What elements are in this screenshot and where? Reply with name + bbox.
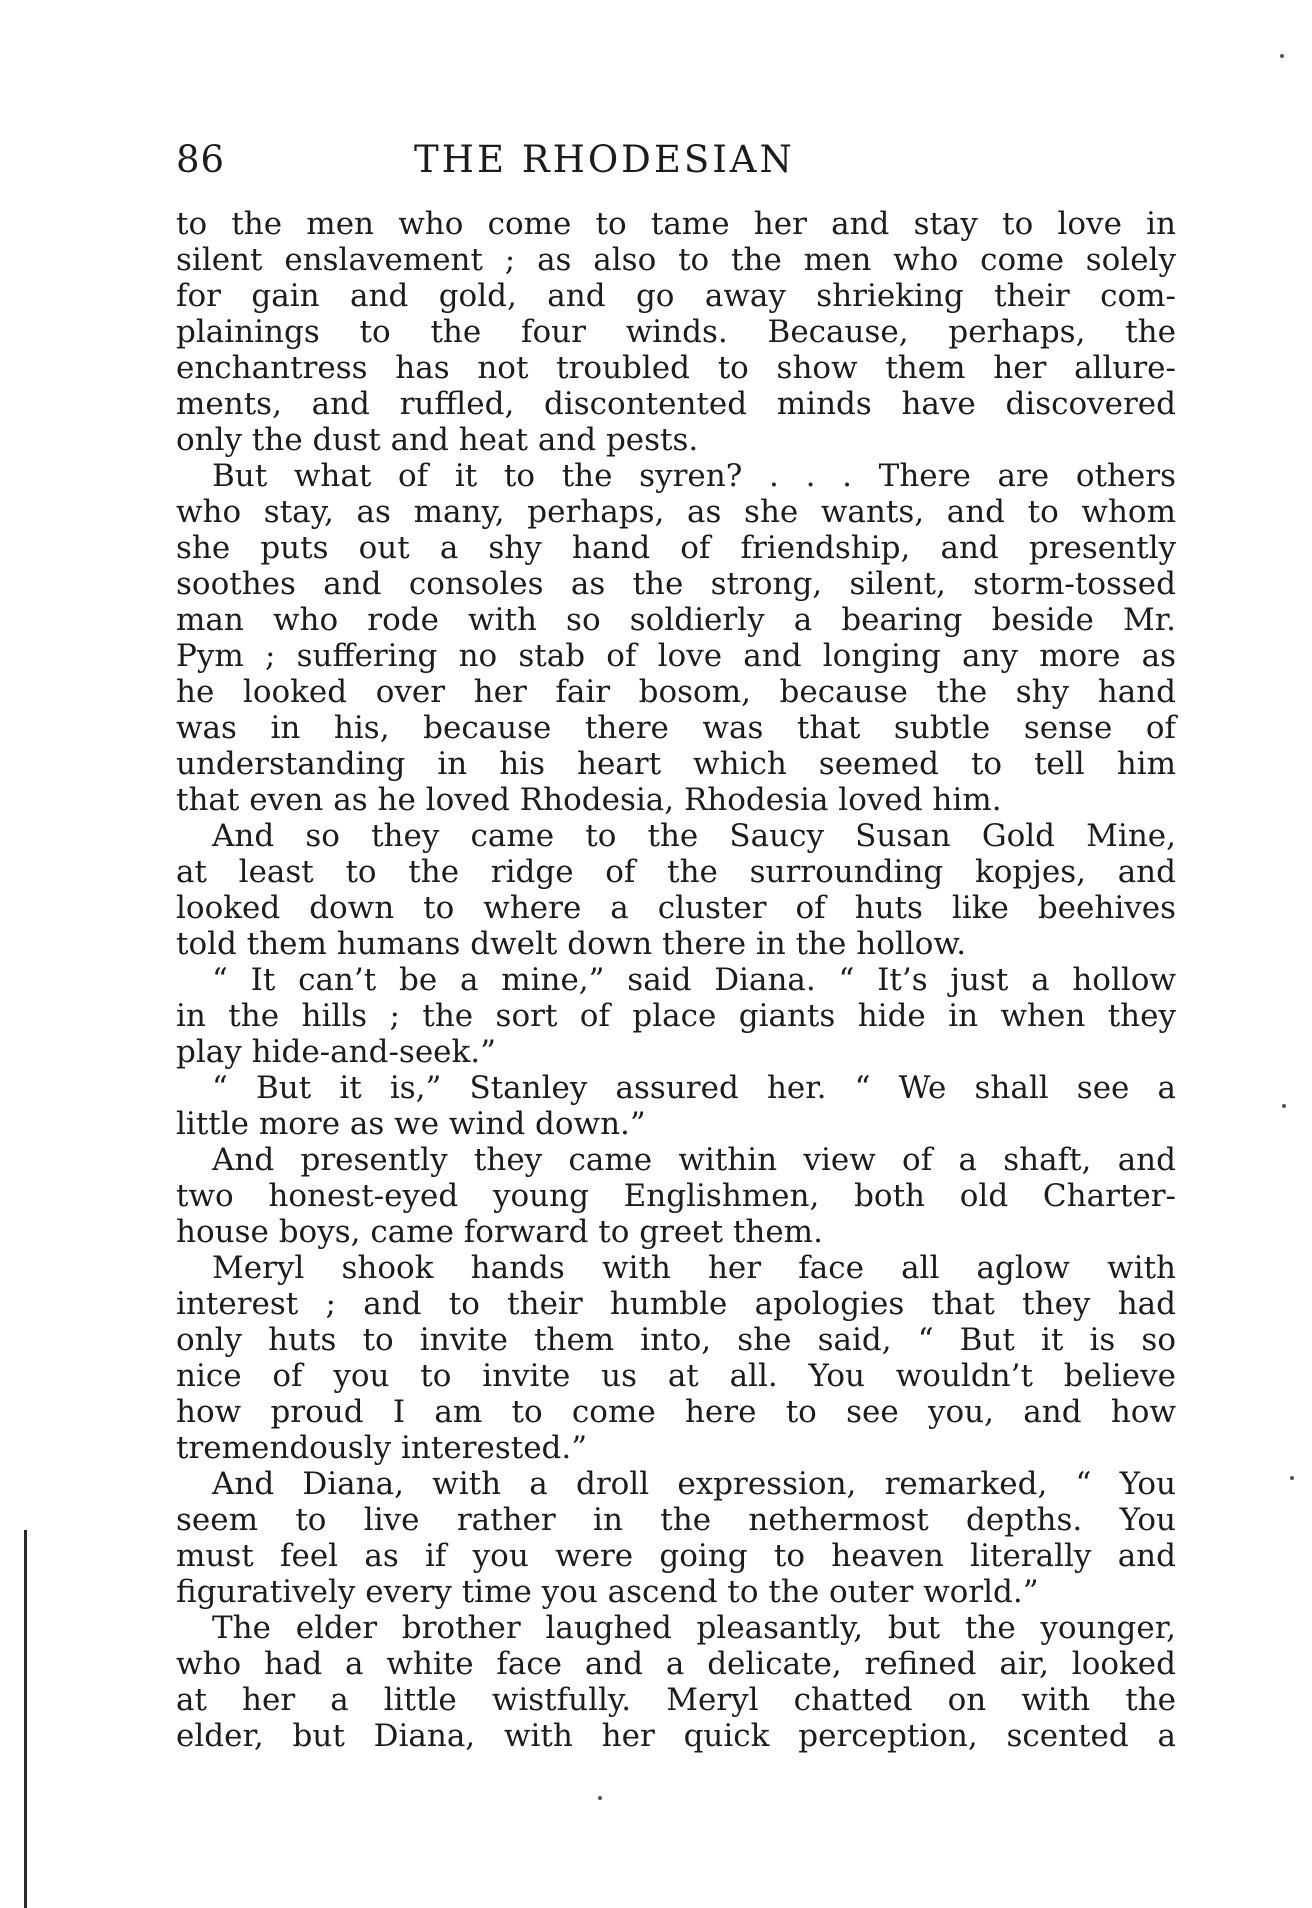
text-line: play hide-and-seek.”	[176, 1034, 497, 1070]
text-line: for gain and gold, and go away shrieking their com-	[176, 278, 1176, 314]
scan-speck	[598, 1796, 602, 1800]
text-line: ments, and ruffled, discontented minds have discovered	[176, 386, 1176, 422]
text-line: was in his, because there was that subtle sense of	[176, 710, 1176, 746]
paragraph-start-line: “ But it is,” Stanley assured her. “ We shall see a	[212, 1070, 1176, 1106]
text-line: man who rode with so soldierly a bearing beside Mr.	[176, 602, 1176, 638]
binding-edge	[24, 1530, 27, 1908]
scan-speck	[1290, 1476, 1294, 1480]
paragraph-start-line: And presently they came within view of a shaft, and	[212, 1142, 1176, 1178]
text-line: who had a white face and a delicate, refined air, looked	[176, 1646, 1176, 1682]
text-line: silent enslavement ; as also to the men who come solely	[176, 242, 1176, 278]
text-line: plainings to the four winds. Because, perhaps, the	[176, 314, 1176, 350]
page-number: 86	[176, 138, 226, 181]
text-line: in the hills ; the sort of place giants hide in when they	[176, 998, 1176, 1034]
text-line: at her a little wistfully. Meryl chatted on with the	[176, 1682, 1176, 1718]
text-line: must feel as if you were going to heaven literally and	[176, 1538, 1176, 1574]
text-line: enchantress has not troubled to show them her allure-	[176, 350, 1176, 386]
text-line: tremendously interested.”	[176, 1430, 588, 1466]
scan-speck	[1280, 54, 1284, 58]
text-line: she puts out a shy hand of friendship, and presently	[176, 530, 1176, 566]
running-title: THE RHODESIAN	[414, 138, 795, 181]
paragraph-start-line: And so they came to the Saucy Susan Gold Mine,	[212, 818, 1176, 854]
paragraph-start-line: And Diana, with a droll expression, remarked, “ You	[212, 1466, 1176, 1502]
paragraph-start-line: The elder brother laughed pleasantly, but the younger,	[212, 1610, 1176, 1646]
text-line: only the dust and heat and pests.	[176, 422, 699, 458]
text-line: told them humans dwelt down there in the hollow.	[176, 926, 967, 962]
body-text	[176, 206, 1176, 1754]
paragraph-start-line: “ It can’t be a mine,” said Diana. “ It’s just a hollow	[212, 962, 1176, 998]
text-line: looked down to where a cluster of huts like beehives	[176, 890, 1176, 926]
scan-speck	[1282, 1104, 1286, 1108]
text-line: soothes and consoles as the strong, silent, storm-tossed	[176, 566, 1176, 602]
text-line: only huts to invite them into, she said, “ But it is so	[176, 1322, 1176, 1358]
text-line: little more as we wind down.”	[176, 1106, 646, 1142]
text-line: Pym ; suffering no stab of love and longing any more as	[176, 638, 1176, 674]
text-line: house boys, came forward to greet them.	[176, 1214, 823, 1250]
text-line: to the men who come to tame her and stay to love in	[176, 206, 1176, 242]
text-line: seem to live rather in the nethermost depths. You	[176, 1502, 1176, 1538]
text-line: interest ; and to their humble apologies that they had	[176, 1286, 1176, 1322]
text-line: elder, but Diana, with her quick perception, scented a	[176, 1718, 1176, 1754]
text-line: how proud I am to come here to see you, and how	[176, 1394, 1176, 1430]
text-line: understanding in his heart which seemed to tell him	[176, 746, 1176, 782]
text-line: figuratively every time you ascend to the outer world.”	[176, 1574, 1039, 1610]
text-line: at least to the ridge of the surrounding kopjes, and	[176, 854, 1176, 890]
paragraph-start-line: Meryl shook hands with her face all aglow with	[212, 1250, 1176, 1286]
running-head	[176, 138, 1176, 188]
text-line: he looked over her fair bosom, because the shy hand	[176, 674, 1176, 710]
text-line: two honest-eyed young Englishmen, both old Charter-	[176, 1178, 1176, 1214]
text-line: that even as he loved Rhodesia, Rhodesia loved him.	[176, 782, 1002, 818]
text-line: who stay, as many, perhaps, as she wants, and to whom	[176, 494, 1176, 530]
paragraph-start-line: But what of it to the syren? . . . There are others	[212, 458, 1176, 494]
text-line: nice of you to invite us at all. You wouldn’t believe	[176, 1358, 1176, 1394]
